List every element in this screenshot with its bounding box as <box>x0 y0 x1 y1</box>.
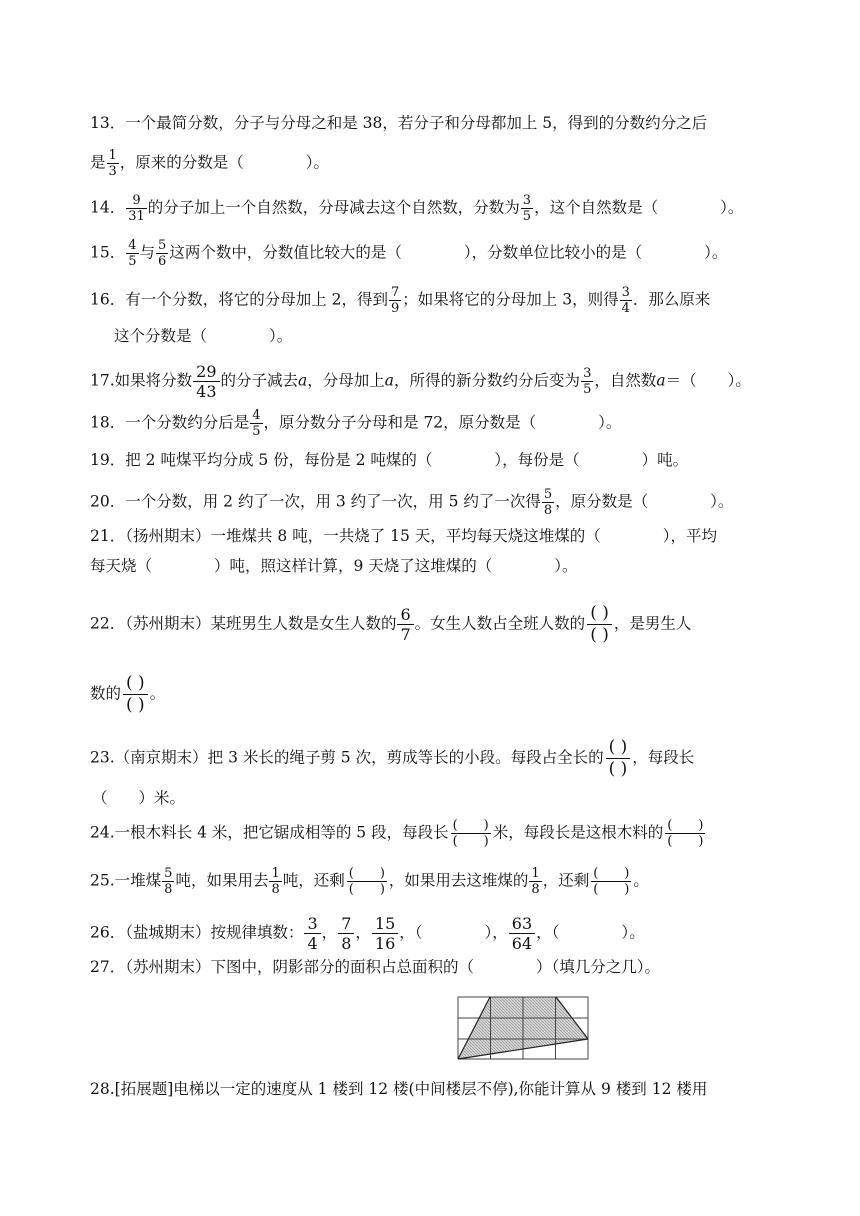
q23-text-2: ，每段长 <box>632 748 695 767</box>
variable-a: a <box>298 371 308 390</box>
question-25 <box>90 866 860 897</box>
q19-text: 19．把 2 吨煤平均分成 5 份，每份是 2 吨煤的（ ），每份是（ ）吨。 <box>90 451 689 469</box>
q17-text: 17.如果将分数 <box>90 371 193 390</box>
question-16-line-1 <box>90 285 860 316</box>
question-14 <box>90 193 860 224</box>
q15-text-end: 这两个数中，分数值比较大的是（ ），分数单位比较小的是（ ）。 <box>169 243 728 262</box>
q16-text-2: ；如果将它的分母加上 3，则得 <box>402 290 619 309</box>
fraction: $\frac{1}{3}$ <box>108 148 117 179</box>
q15-text: 与 <box>139 243 156 262</box>
q25-text-4: ，如果用去这堆煤的 <box>388 871 529 890</box>
answer-blank[interactable]: （ ） <box>551 923 630 942</box>
q22-text-3: ，是男生人 <box>613 614 692 633</box>
fraction: $\frac{9}{31}$ <box>128 193 145 224</box>
separator: ， <box>536 923 552 942</box>
fraction: $\frac{5}{6}$ <box>158 238 167 269</box>
q25-text-2: 吨，如果用去 <box>175 871 269 890</box>
q16-text-b: 这个分数是（ ）。 <box>114 327 293 345</box>
answer-fraction-blank[interactable]: ( ) ( ) <box>123 673 148 716</box>
variable-a: a <box>656 371 666 390</box>
fraction: $\frac{5}{8}$ <box>543 487 553 518</box>
separator: ， <box>492 923 508 942</box>
q17-text-4: ，所得的新分数约分后变为 <box>394 371 581 390</box>
q23-text: 23.（南京期末）把 3 米长的绳子剪 5 次，剪成等长的小段。每段占全长的 <box>90 748 604 767</box>
separator: ， <box>355 923 371 942</box>
question-17 <box>90 362 860 401</box>
fraction: $\frac{3}{4}$ <box>304 914 320 953</box>
question-23-line-2 <box>92 787 860 809</box>
question-16-line-2 <box>114 325 860 347</box>
q16-text: 16．有一个分数，将它的分母加上 2，得到 <box>90 290 389 309</box>
answer-blank[interactable]: （ ） <box>414 923 493 942</box>
answer-fraction-blank[interactable]: ( ) ( ) <box>593 866 630 897</box>
question-15 <box>90 238 860 269</box>
grid-figure-svg <box>457 996 589 1060</box>
answer-fraction-blank[interactable]: ( ) ( ) <box>348 866 385 897</box>
q13-text-a: 13．一个最简分数，分子与分母之和是 38，若分子和分母都加上 5，得到的分数约分之后 <box>90 114 708 132</box>
q27-text: 27．（苏州期末）下图中，阴影部分的面积占总面积的（ ）（填几分之几）。 <box>90 958 660 976</box>
question-24 <box>90 818 860 849</box>
q18-text-2: ，原分数分子分母和是 72，原分数是（ ）。 <box>263 413 622 432</box>
question-27 <box>90 956 860 978</box>
answer-fraction-blank[interactable]: ( ) ( ) <box>667 818 704 849</box>
separator: ， <box>399 923 415 942</box>
fraction: $\frac{1}{8}$ <box>531 866 540 897</box>
fraction: $\frac{4}{5}$ <box>252 408 261 439</box>
q14-text: 的分子加上一个自然数，分母减去这个自然数，分数为 <box>147 198 520 217</box>
answer-fraction-blank[interactable]: ( ) ( ) <box>606 737 631 780</box>
q21-text-a: 21．（扬州期末）一堆煤共 8 吨，一共烧了 15 天，平均每天烧这堆煤的（ ），平均 <box>90 527 718 545</box>
fraction: $\frac{6}{7}$ <box>397 605 413 644</box>
q24-text-2: 米，每段长是这根木料的 <box>492 823 664 842</box>
q17-text-5: ，自然数 <box>594 371 657 390</box>
question-23-line-1 <box>90 737 860 780</box>
q15-number: 15． <box>90 243 126 262</box>
question-22-line-2 <box>90 673 860 716</box>
period: 。 <box>629 923 645 942</box>
q17-text-2: 的分子减去 <box>220 371 299 390</box>
q25-text-6: 。 <box>633 871 649 890</box>
question-18 <box>90 408 860 439</box>
question-21-line-1 <box>90 525 860 547</box>
q21-text-b: 每天烧（ ）吨，照这样计算，9 天烧了这堆煤的（ ）。 <box>90 557 578 575</box>
fraction: $\frac{29}{43}$ <box>193 362 219 401</box>
q25-text-5: ，还剩 <box>542 871 590 890</box>
fraction: $\frac{15}{16}$ <box>372 914 398 953</box>
q17-text-6: ＝（ ）。 <box>665 371 751 390</box>
q13-text-b1: 是 <box>90 153 106 172</box>
q22-text-b2: 。 <box>149 684 166 703</box>
fraction: $\frac{3}{5}$ <box>522 193 532 224</box>
variable-a: a <box>384 371 395 390</box>
q16-text-3: ．那么原来 <box>632 290 711 309</box>
q18-text: 18．一个分数约分后是 <box>90 413 250 432</box>
answer-fraction-blank[interactable]: ( ) ( ) <box>587 603 612 646</box>
fraction: $\frac{5}{8}$ <box>164 866 173 897</box>
q20-text: 20．一个分数，用 2 约了一次，用 3 约了一次，用 5 约了一次得 <box>90 492 541 511</box>
q17-text-3: ，分母加上 <box>307 371 385 390</box>
q13-text-b2: ，原来的分数是（ ）。 <box>119 153 330 172</box>
question-13-line-1 <box>90 112 860 134</box>
q20-text-2: ，原分数是（ ）。 <box>555 492 734 511</box>
question-13-line-2 <box>90 148 860 179</box>
fraction: $\frac{7}{9}$ <box>391 285 400 316</box>
fraction: $\frac{1}{8}$ <box>271 866 280 897</box>
separator: ， <box>321 923 338 942</box>
q14-number: 14． <box>90 198 126 217</box>
question-26 <box>90 914 860 953</box>
q23-text-b: （ ）米。 <box>92 789 186 807</box>
question-22-line-1 <box>90 603 860 646</box>
fraction: $\frac{3}{4}$ <box>621 285 630 316</box>
fraction: $\frac{63}{64}$ <box>509 914 535 953</box>
answer-fraction-blank[interactable]: ( ) ( ) <box>452 818 489 849</box>
fraction: $\frac{4}{5}$ <box>128 238 137 269</box>
q25-text: 25.一堆煤 <box>90 871 162 890</box>
q28-text: 28.[拓展题]电梯以一定的速度从 1 楼到 12 楼(中间楼层不停),你能计算从 9 楼到 12 楼用 <box>90 1080 708 1098</box>
fraction: $\frac{7}{8}$ <box>338 914 354 953</box>
q22-text: 22．（苏州期末）某班男生人数是女生人数的 <box>90 614 397 633</box>
fraction: $\frac{3}{5}$ <box>583 366 592 397</box>
question-21-line-2 <box>90 555 860 577</box>
q22-text-b: 数的 <box>90 684 122 703</box>
q22-text-2: 。女生人数占全班人数的 <box>414 614 586 633</box>
shaded-trapezoid-grid-figure <box>457 996 589 1064</box>
question-20 <box>90 487 860 518</box>
q26-text: 26．（盐城期末）按规律填数： <box>90 923 304 942</box>
question-19 <box>90 449 860 471</box>
q24-text: 24.一根木料长 4 米，把它锯成相等的 5 段，每段长 <box>90 823 449 842</box>
q14-text-end: ，这个自然数是（ ）。 <box>534 198 744 217</box>
question-28 <box>90 1078 860 1100</box>
q25-text-3: 吨，还剩 <box>282 871 345 890</box>
